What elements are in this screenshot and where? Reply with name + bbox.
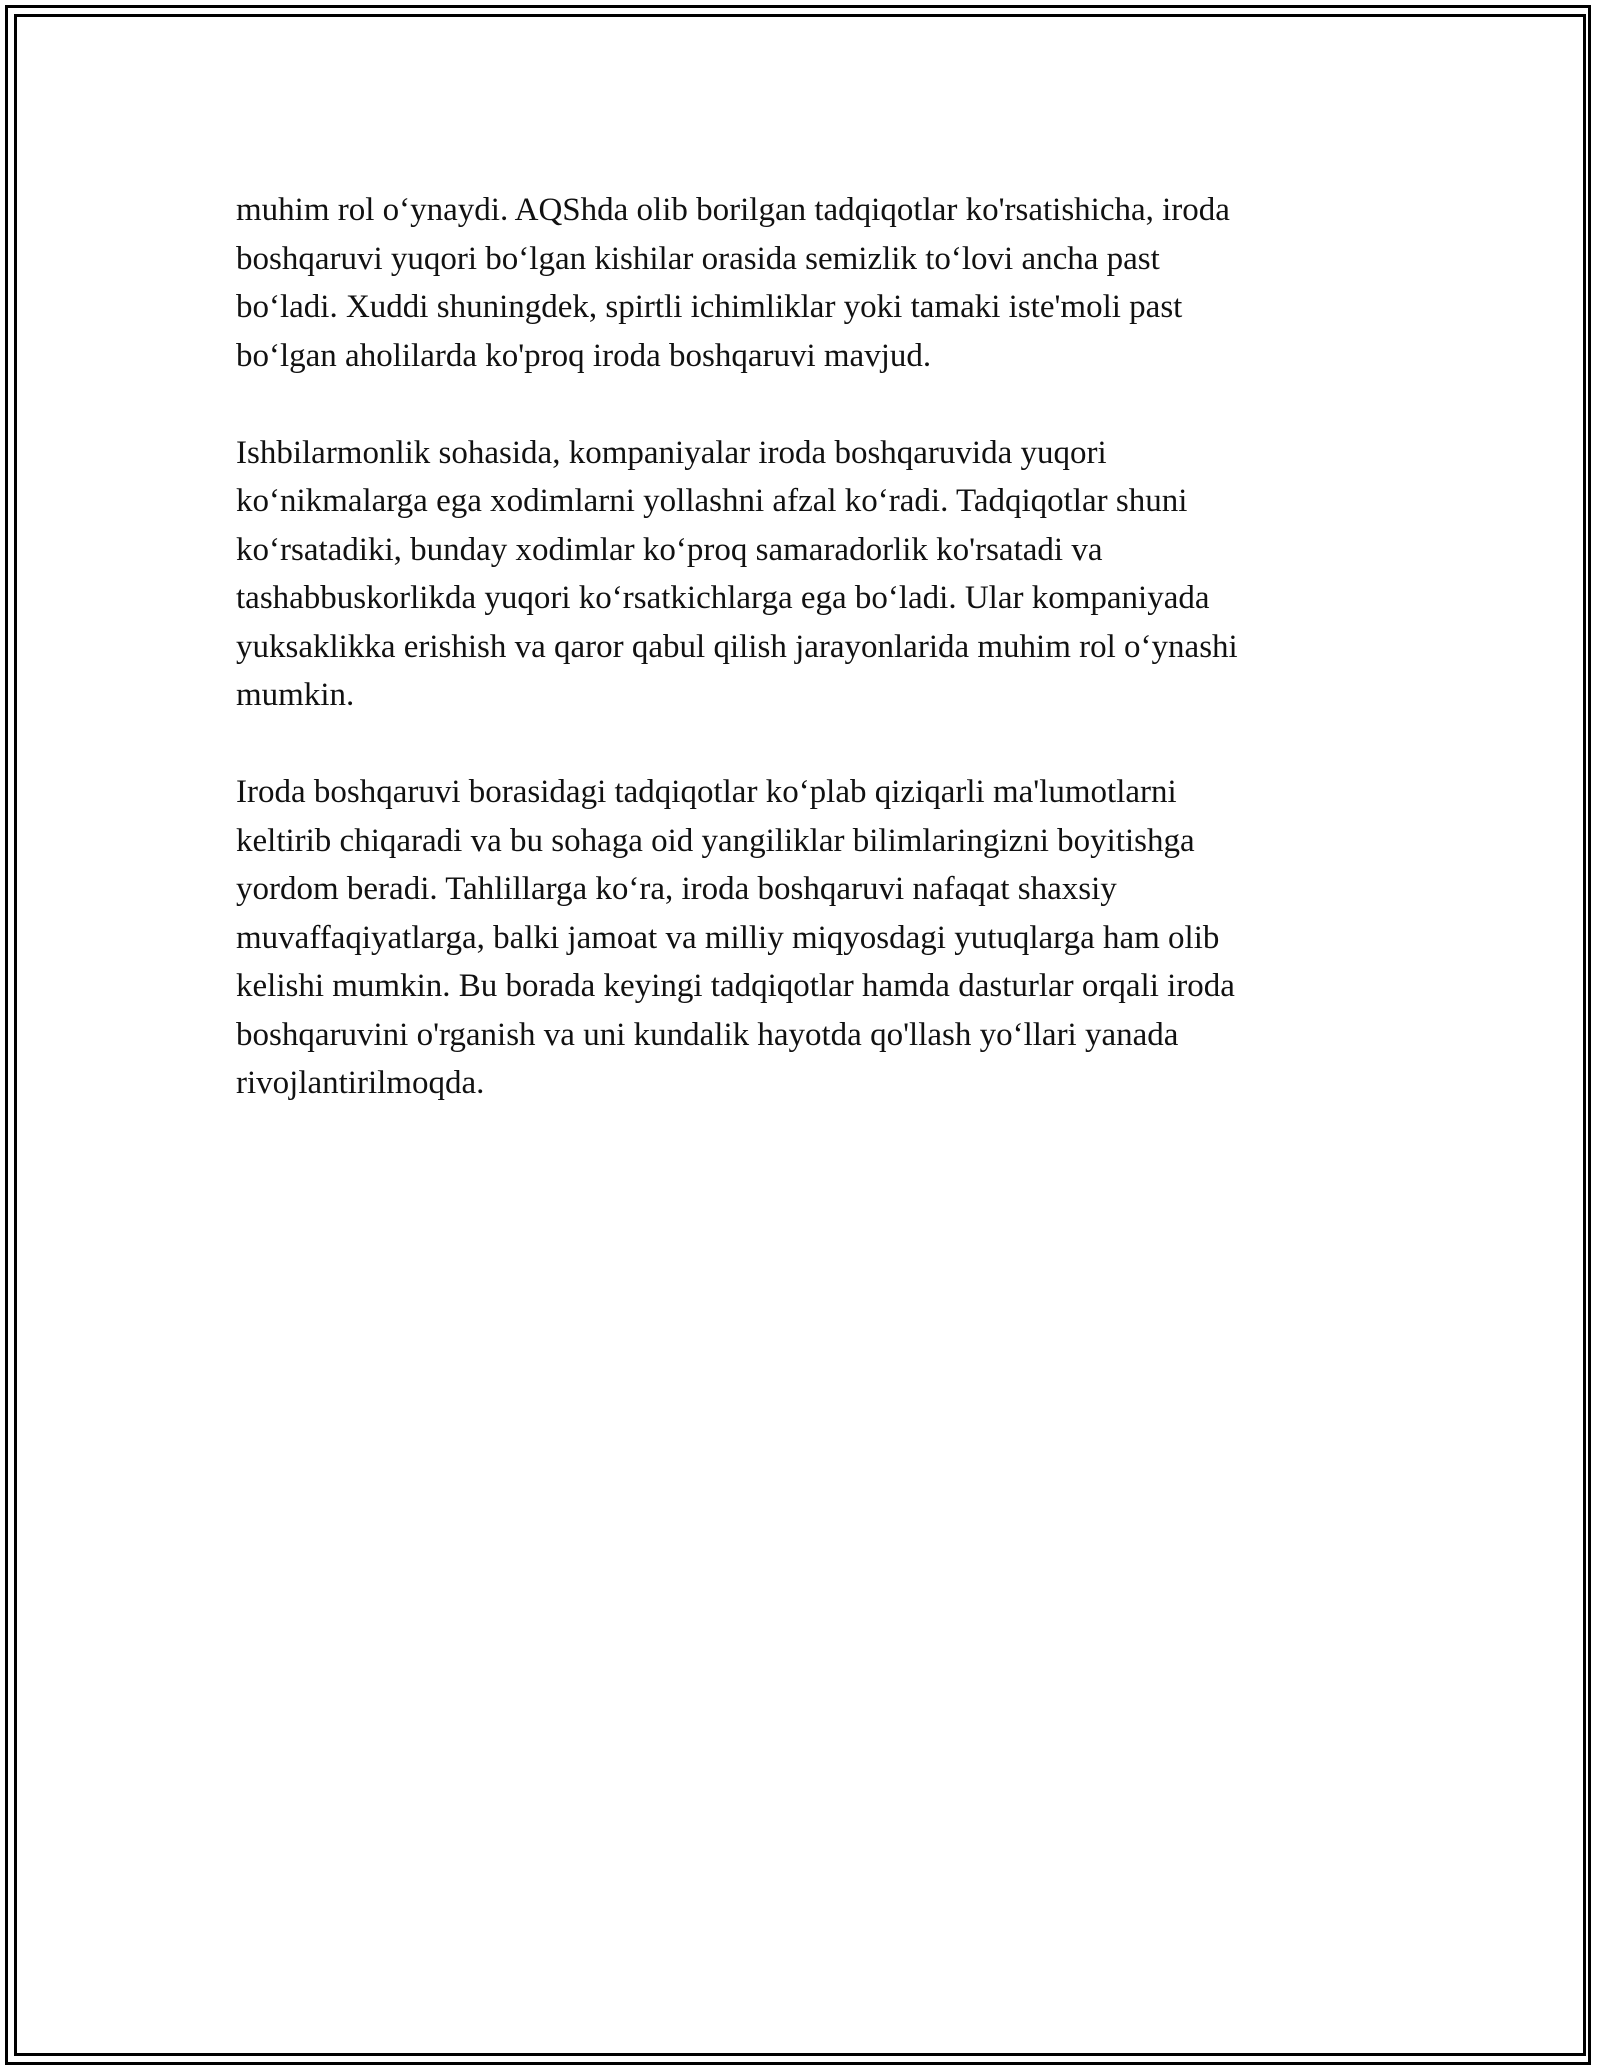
paragraph-2 [236, 429, 1366, 720]
text-line: kelishi mumkin. Bu borada keyingi tadqiqotlar hamda dasturlar orqali iroda [236, 968, 1235, 1004]
text-line: muhim rol o‘ynaydi. AQShda olib borilgan tadqiqotlar ko'rsatishicha, iroda [236, 192, 1230, 228]
text-line: muvaffaqiyatlarga, balki jamoat va milliy miqyosdagi yutuqlarga ham olib [236, 919, 1220, 956]
text-line: yordom beradi. Tahlillarga ko‘ra, iroda boshqaruvi nafaqat shaxsiy [236, 871, 1117, 907]
paragraph-3 [236, 768, 1366, 1108]
text-line: rivojlantirilmoqda. [236, 1065, 485, 1101]
text-line: ko‘rsatadiki, bunday xodimlar ko‘proq samaradorlik ko'rsatadi va [236, 531, 1103, 568]
text-line: yuksaklikka erishish va qaror qabul qilish jarayonlarida muhim rol o‘ynashi [236, 628, 1238, 665]
text-line: tashabbuskorlikda yuqori ko‘rsatkichlarga ega bo‘ladi. Ular kompaniyada [236, 580, 1210, 616]
text-line: boshqaruvini o'rganish va uni kundalik hayotda qo'llash yo‘llari yanada [236, 1016, 1179, 1053]
text-line: boshqaruvi yuqori bo‘lgan kishilar orasida semizlik to‘lovi ancha past [236, 240, 1160, 277]
text-line: ko‘nikmalarga ega xodimlarni yollashni afzal ko‘radi. Tadqiqotlar shuni [236, 483, 1188, 519]
text-line: keltirib chiqaradi va bu sohaga oid yangiliklar bilimlaringizni boyitishga [236, 822, 1195, 859]
document-body [236, 186, 1366, 1156]
text-line: Iroda boshqaruvi borasidagi tadqiqotlar ko‘plab qiziqarli ma'lumotlarni [236, 774, 1177, 810]
text-line: mumkin. [236, 677, 355, 713]
text-line: bo‘ladi. Xuddi shuningdek, spirtli ichimliklar yoki tamaki iste'moli past [236, 289, 1183, 325]
text-line: bo‘lgan aholilarda ko'proq iroda boshqaruvi mavjud. [236, 337, 932, 374]
text-line: Ishbilarmonlik sohasida, kompaniyalar iroda boshqaruvida yuqori [236, 434, 1107, 471]
paragraph-1 [236, 186, 1366, 380]
